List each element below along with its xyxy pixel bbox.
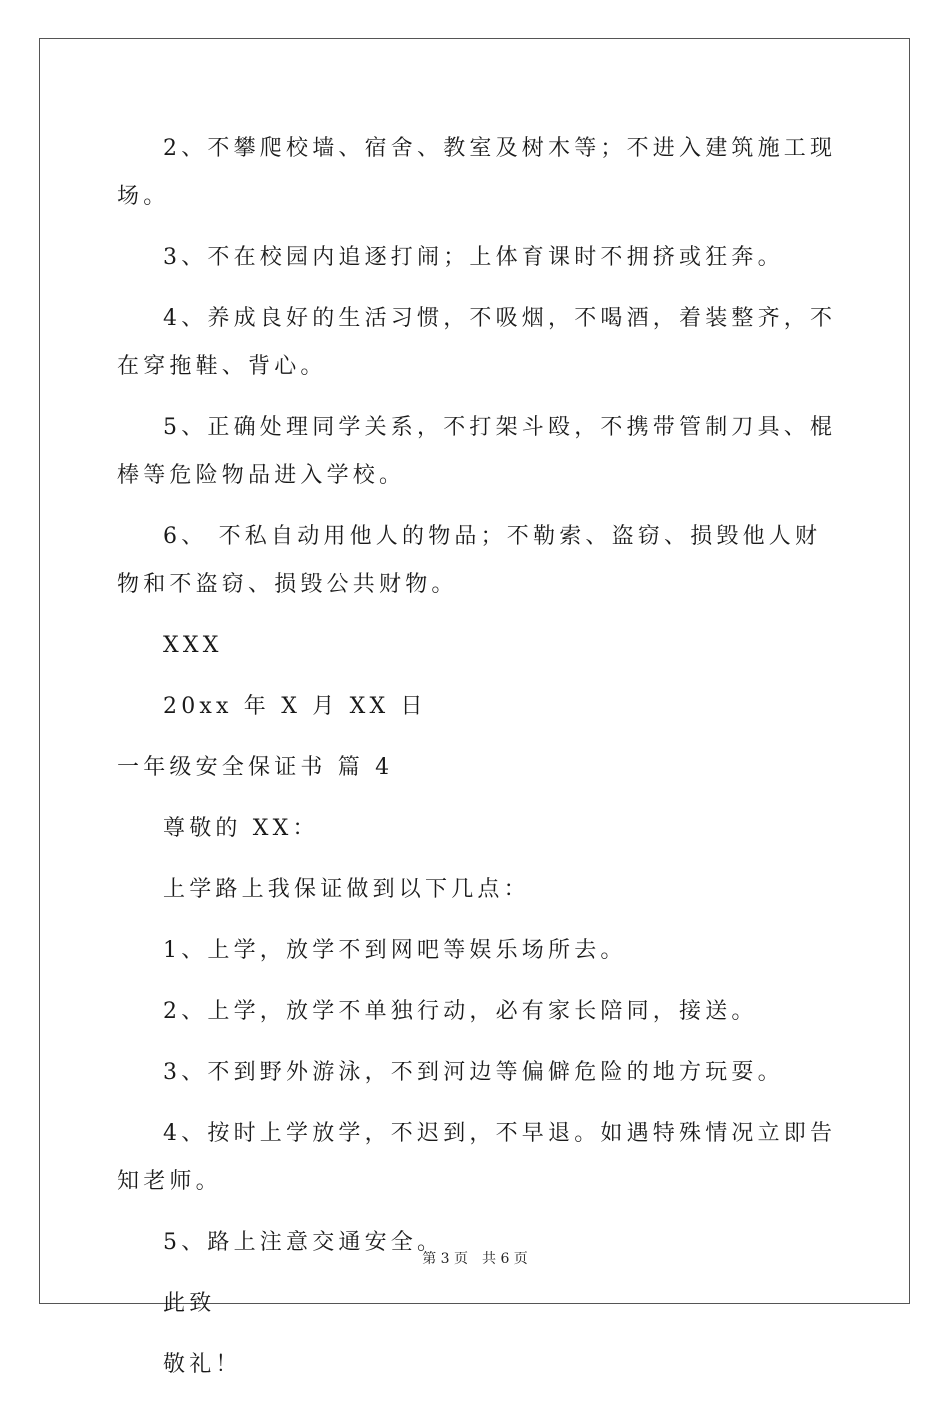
paragraph-rule-2: 2、不攀爬校墙、宿舍、教室及树木等；不进入建筑施工现场。 <box>117 136 837 209</box>
paragraph-rule-5: 5、正确处理同学关系，不打架斗殴，不携带管制刀具、棍棒等危险物品进入学校。 <box>117 415 837 488</box>
pledge-item-1: 1、上学，放学不到网吧等娱乐场所去。 <box>163 938 627 963</box>
signature-date: 20xx 年 X 月 XX 日 <box>163 694 427 719</box>
closing-zhizhi: 此致 <box>163 1291 216 1316</box>
pledge-item-4: 4、按时上学放学，不迟到，不早退。如遇特殊情况立即告知老师。 <box>117 1121 837 1194</box>
salutation: 尊敬的 XX： <box>163 816 319 841</box>
pledge-item-3: 3、不到野外游泳，不到河边等偏僻危险的地方玩耍。 <box>163 1060 784 1085</box>
page-number-footer: 第 3 页 共 6 页 <box>422 1251 528 1267</box>
pledge-item-5: 5、路上注意交通安全。 <box>163 1230 444 1255</box>
document-body <box>117 125 837 1402</box>
closing-jingli: 敬礼！ <box>163 1352 242 1377</box>
paragraph-rule-4: 4、养成良好的生活习惯，不吸烟，不喝酒，着装整齐，不在穿拖鞋、背心。 <box>117 306 837 379</box>
section-heading: 一年级安全保证书 篇 4 <box>117 755 394 780</box>
paragraph-rule-3: 3、不在校园内追逐打闹；上体育课时不拥挤或狂奔。 <box>163 245 784 270</box>
pledge-item-2: 2、上学，放学不单独行动，必有家长陪同，接送。 <box>163 999 758 1024</box>
signature-name: XXX <box>163 633 223 658</box>
paragraph-rule-6: 6、 不私自动用他人的物品；不勒索、盗窃、损毁他人财物和不盗窃、损毁公共财物。 <box>117 524 822 597</box>
intro-line: 上学路上我保证做到以下几点： <box>163 877 530 902</box>
